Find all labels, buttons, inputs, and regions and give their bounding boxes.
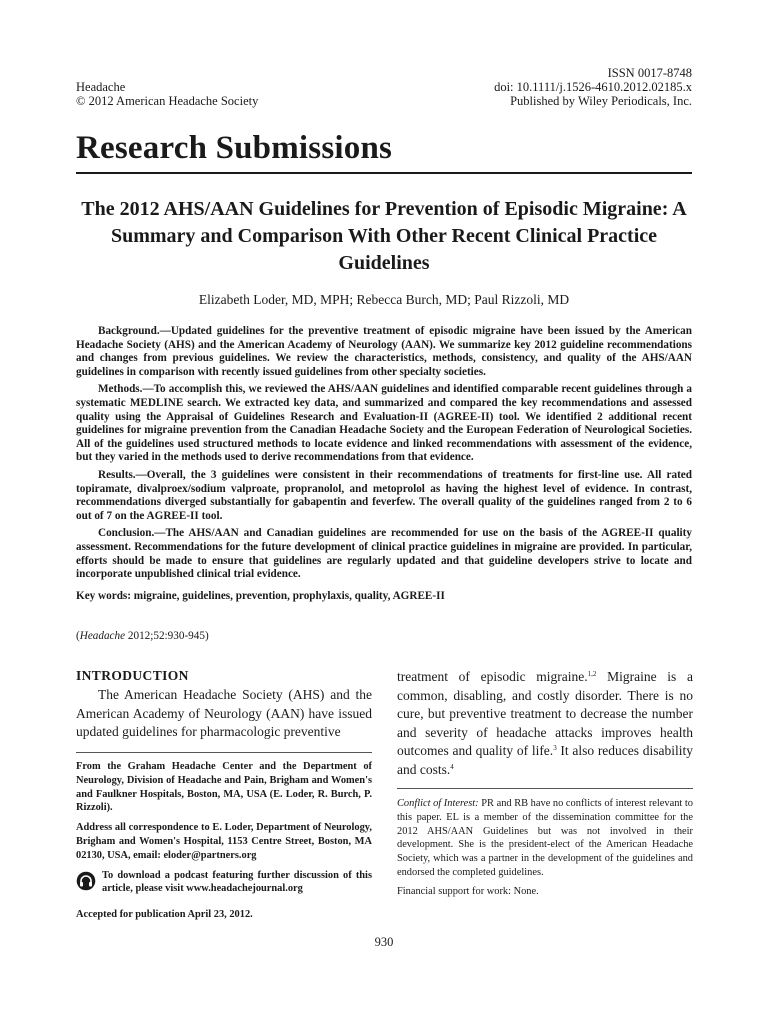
issn: ISSN 0017-8748 bbox=[607, 66, 692, 80]
correspondence-note: Address all correspondence to E. Loder, Department of Neurology, Brigham and Women's Hospital, 1153 Centre Street, Boston, MA 02130, USA, email: eloder@partners.org bbox=[76, 822, 372, 861]
abstract-conclusion: Conclusion.—The AHS/AAN and Canadian guidelines are recommended for use on the basis of the AGREE-II quality assessment. Recommendations for the future development of clinical practice guidelines in migraine are provided. In particular, efforts should be made to ensure that guidelines are regularly updated and that guideline developers strive to locate and incorporate unpublished clinical trial evidence. bbox=[76, 527, 692, 581]
publisher: Published by Wiley Periodicals, Inc. bbox=[510, 94, 692, 108]
conflict-of-interest bbox=[397, 797, 693, 904]
affiliation-note: From the Graham Headache Center and the Department of Neurology, Division of Headache and Pain, Brigham and Women's and Faulkner Hospitals, Boston, MA, USA (E. Loder, R. Burch, P. Rizzoli). bbox=[76, 761, 372, 814]
headphones-icon bbox=[76, 871, 96, 891]
conflict-text: PR and RB have no conflicts of interest relevant to this paper. EL is a member of the dissemination committee for the 2012 AHS/AAN Guidelines but was not involved in their development. She is the president-elect of the American Headache Society, which was a partner in the development of the guidelines and endorsed the completed guidelines. bbox=[397, 798, 693, 878]
citation-details: 2012;52:930-945) bbox=[125, 630, 209, 642]
introduction-body-right bbox=[397, 668, 693, 779]
abstract-methods: Methods.—To accomplish this, we reviewed the AHS/AAN guidelines and identified comparable recent guidelines through a systematic MEDLINE search. We extracted key data, and summarized and compared the key recommendations and assessed quality using the Appraisal of Guidelines Research and Evaluation-II (AGREE-II) tool. We identified 2 additional recent guidelines for migraine prevention from the Canadian Headache Society and the European Federation of Neurological Societies. All of the guidelines used structured methods to locate evidence and linked recommendations with assessment of the evidence, but they varied in the methods used to derive recommendations from that evidence. bbox=[76, 383, 692, 464]
copyright-notice: © 2012 American Headache Society bbox=[76, 94, 259, 108]
conflict-divider bbox=[397, 788, 693, 789]
abstract-background: Background.—Updated guidelines for the preventive treatment of episodic migraine have been issued by the American Headache Society (AHS) and the American Academy of Neurology (AAN). We summarize key 2012 guideline recommendations and changes from previous guidelines. We review the characteristics, methods, consistency, and quality of the AHS/AAN guidelines in comparison with recently issued guidelines from other specialty societies. bbox=[76, 325, 692, 378]
citation bbox=[76, 630, 209, 642]
page-number: 930 bbox=[374, 935, 394, 949]
section-divider bbox=[76, 172, 692, 174]
footnote-divider bbox=[76, 752, 372, 753]
intro-text-1: treatment of episodic migraine. bbox=[397, 669, 588, 684]
acceptance-date: Accepted for publication April 23, 2012. bbox=[76, 909, 253, 921]
conflict-statement bbox=[397, 797, 693, 880]
introduction-body-left bbox=[76, 686, 372, 742]
introduction-continued bbox=[397, 668, 693, 779]
abstract-results: Results.—Overall, the 3 guidelines were consistent in their recommendations of treatments for first-line use. All rated topiramate, divalproex/sodium valproate, propranolol, and metoprolol as having the highest level of evidence. In contrast, recommendations diverged substantially for gabapentin and feverfew. The overall quality of the guidelines ranged from 2 to 6 out of 7 on the AGREE-II tool. bbox=[76, 468, 692, 522]
article-title: The 2012 AHS/AAN Guidelines for Prevention of Episodic Migraine: A Summary and Comparison With Other Recent Clinical Practice Guidelines bbox=[81, 198, 687, 274]
keywords: Key words: migraine, guidelines, prevention, prophylaxis, quality, AGREE-II bbox=[76, 589, 445, 602]
reference-3[interactable]: 3 bbox=[553, 744, 557, 752]
doi: doi: 10.1111/j.1526-4610.2012.02185.x bbox=[494, 80, 692, 94]
podcast-note bbox=[76, 869, 372, 897]
journal-name: Headache bbox=[76, 80, 126, 94]
conflict-label: Conflict of Interest: bbox=[397, 798, 479, 809]
abstract bbox=[76, 325, 692, 607]
introduction-paragraph: The American Headache Society (AHS) and the American Academy of Neurology (AAN) have issued updated guidelines for pharmacologic preventive bbox=[76, 687, 372, 739]
podcast-link-text[interactable]: To download a podcast featuring further discussion of this article, please visit www.headachejournal.org bbox=[102, 869, 372, 895]
section-title: Research Submissions bbox=[76, 130, 393, 166]
citation-journal: Headache bbox=[79, 630, 126, 642]
intro-text-2: Migraine is a common, disabling, and costly disorder. There is no cure, but preventive treatment to decrease the number and severity of headache attacks improves health outcomes and quality of life. bbox=[397, 669, 693, 758]
introduction-heading: INTRODUCTION bbox=[76, 668, 189, 683]
funding-statement: Financial support for work: None. bbox=[397, 885, 539, 897]
author-notes bbox=[76, 760, 372, 928]
journal-header bbox=[76, 80, 258, 108]
reference-4[interactable]: 4 bbox=[450, 762, 454, 771]
publication-info bbox=[494, 66, 692, 108]
reference-1-2[interactable]: 1,2 bbox=[587, 670, 597, 678]
author-list: Elizabeth Loder, MD, MPH; Rebecca Burch, MD; Paul Rizzoli, MD bbox=[198, 292, 570, 307]
intro-text-3: It also reduces disability and costs. bbox=[397, 743, 693, 777]
citation-open-paren: ( bbox=[76, 630, 80, 642]
